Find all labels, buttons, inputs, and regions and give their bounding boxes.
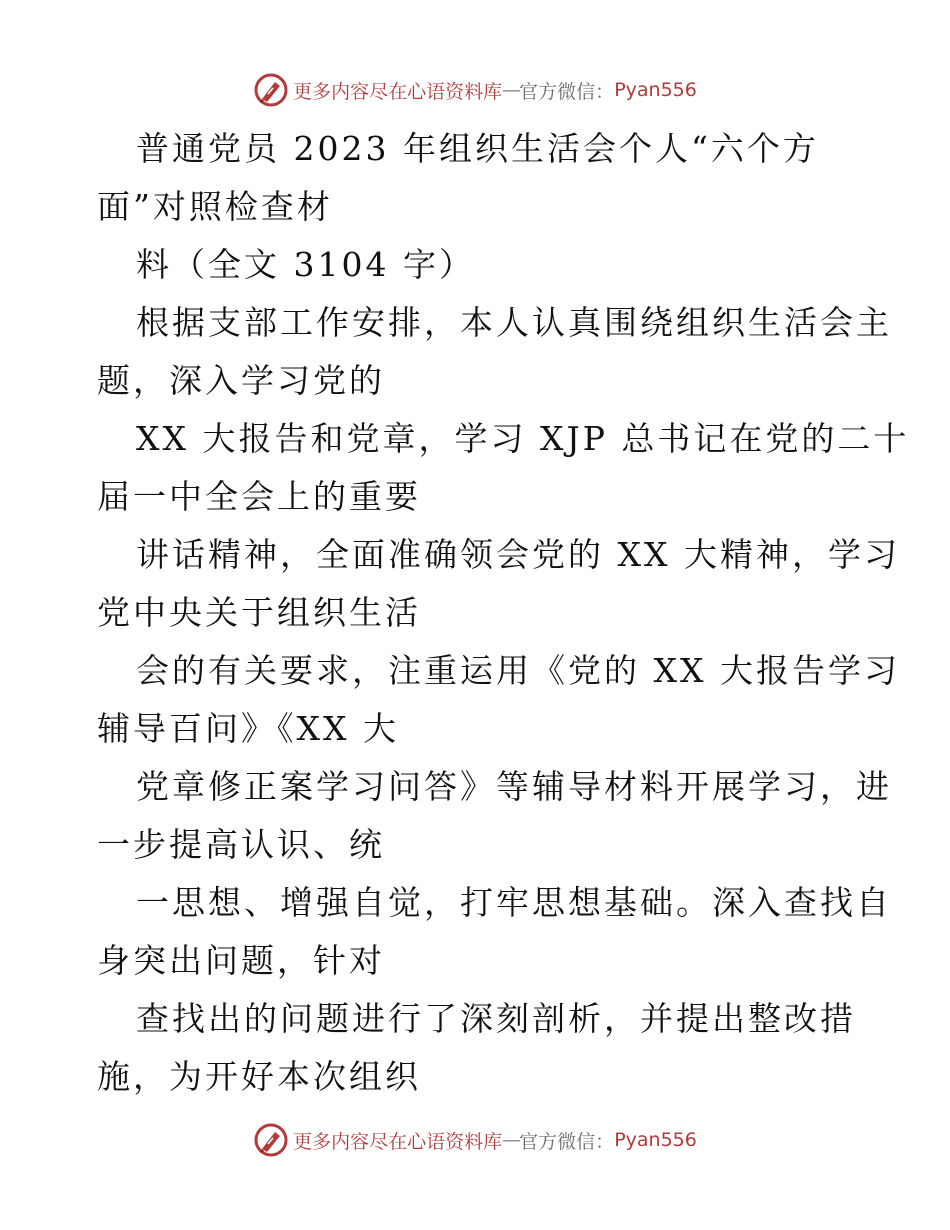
- banner-site-text: 更多内容尽在心语资料库: [293, 80, 503, 103]
- doc-paragraph-line: XX 大报告和党章，学习 XJP 总书记在党的二十: [136, 419, 910, 458]
- banner-wechat-label: 官方微信: [519, 1130, 596, 1153]
- doc-paragraph-line: 党章修正案学习问答》等辅导材料开展学习，进: [136, 767, 892, 806]
- doc-title-line-1: 普通党员 2023 年组织生活会个人“六个方: [136, 129, 819, 168]
- doc-paragraph-line: 身突出问题，针对: [97, 941, 385, 980]
- banner-wechat-account: Pyan556: [614, 79, 697, 101]
- banner-site-text: 更多内容尽在心语资料库: [293, 1130, 503, 1153]
- doc-paragraph-line: 会的有关要求，注重运用《党的 XX 大报告学习: [136, 651, 900, 690]
- banner-colon: ：: [595, 80, 615, 103]
- doc-paragraph-line: 届一中全会上的重要: [97, 477, 421, 516]
- doc-paragraph-line: 一思想、增强自觉，打牢思想基础。深入查找自: [136, 883, 892, 922]
- doc-paragraph-line: 党中央关于组织生活: [97, 593, 421, 632]
- doc-title-line-3: 料（全文 3104 字）: [136, 245, 475, 284]
- banner-wechat-account: Pyan556: [614, 1129, 697, 1151]
- doc-paragraph-line: 查找出的问题进行了深刻剖析，并提出整改措: [136, 999, 856, 1038]
- pen-nib-circle-icon: [253, 72, 289, 108]
- doc-paragraph-line: 题，深入学习党的: [97, 361, 385, 400]
- doc-paragraph-line: 根据支部工作安排，本人认真围绕组织生活会主: [136, 303, 892, 342]
- doc-paragraph-line: 辅导百问》《XX 大: [97, 709, 399, 748]
- doc-paragraph-line: 一步提高认识、统: [97, 825, 385, 864]
- banner-colon: ：: [595, 1130, 615, 1153]
- banner-wechat-label: 官方微信: [519, 80, 596, 103]
- header-watermark-banner: [0, 70, 950, 110]
- banner-separator: —: [502, 79, 520, 101]
- banner-separator: —: [502, 1129, 520, 1151]
- doc-paragraph-line: 讲话精神，全面准确领会党的 XX 大精神，学习: [136, 535, 900, 574]
- doc-title-line-2: 面”对照检查材: [97, 187, 333, 226]
- doc-paragraph-line: 施，为开好本次组织: [97, 1057, 421, 1096]
- pen-nib-circle-icon: [253, 1122, 289, 1158]
- footer-watermark-banner: [0, 1120, 950, 1160]
